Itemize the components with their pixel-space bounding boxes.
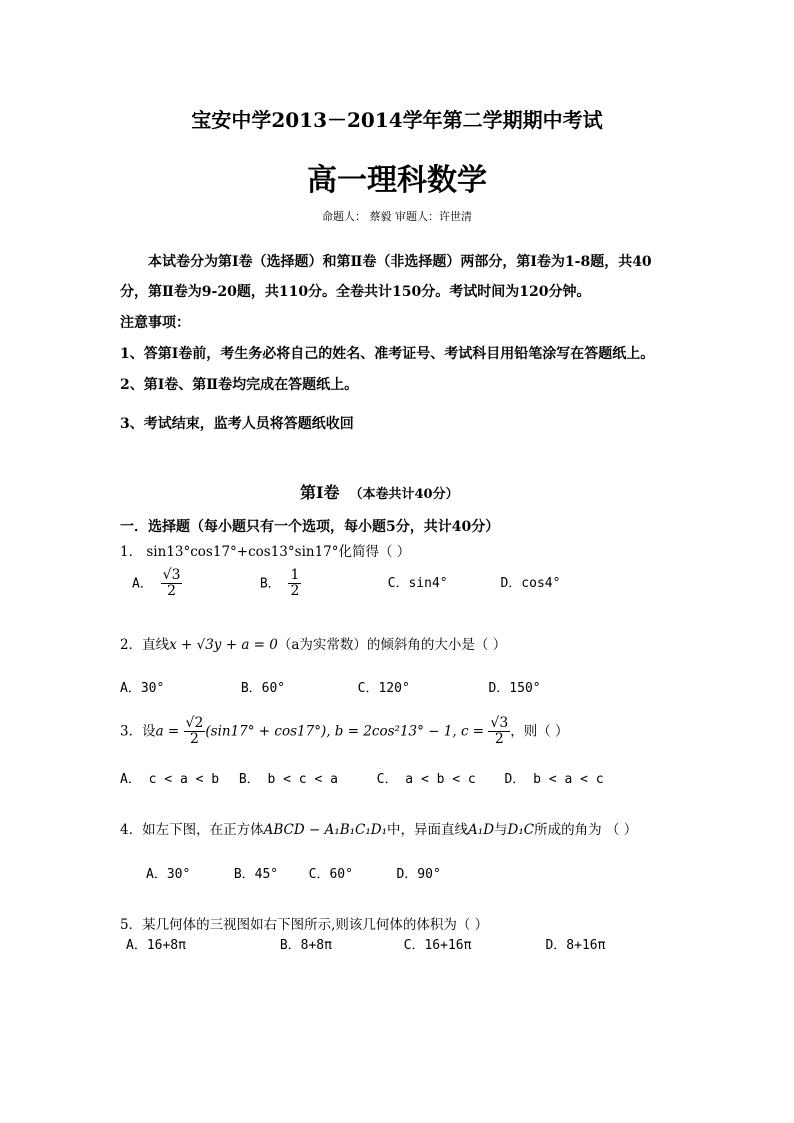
q2-option-b: B．60° <box>240 681 286 696</box>
q3-fraction-1 <box>184 716 206 748</box>
q4-line-2: D₁C <box>507 822 535 838</box>
q1-option-b-label: B． <box>259 576 281 592</box>
subject-title: 高一理科数学 <box>307 163 487 198</box>
q3-option-a: A． c < a < b <box>120 772 220 787</box>
q3-fraction-2 <box>488 716 510 748</box>
q1-b-den: 2 <box>290 583 300 600</box>
note-3: 3、考试结束，监考人员将答题纸收回 <box>120 416 354 432</box>
q3-stem-post: ，则（ ） <box>510 723 569 740</box>
q4-cube: ABCD − A₁B₁C₁D₁ <box>263 822 388 838</box>
q4-option-a: A．30° <box>146 867 191 882</box>
section-heading: 一．选择题（每小题只有一个选项，每小题5分，共计40分） <box>120 519 500 535</box>
q3-expression: (sin17° + cos17°), b = 2cos²13° − 1, c = <box>205 723 485 740</box>
part1-heading <box>300 480 459 503</box>
exam-title: 宝安中学2013－2014学年第二学期期中考试 <box>191 108 603 132</box>
q2-option-c: C．120° <box>357 681 410 696</box>
q4-option-d: D．90° <box>396 867 441 882</box>
q5-option-a: A．16+8π <box>126 938 186 953</box>
q4-stem-and: 与 <box>494 822 508 838</box>
q3-frac2-den: 2 <box>494 731 504 748</box>
authors-line: 命题人： 蔡毅 审题人：许世清 <box>322 210 472 223</box>
q3-option-d: D． b < a < c <box>504 772 604 787</box>
q3-options <box>120 768 604 787</box>
q1-option-d: D．cos4° <box>500 576 561 592</box>
q2-options <box>120 677 541 696</box>
q1-option-a-fraction <box>161 568 183 600</box>
q1-option-c: C．sin4° <box>387 576 448 592</box>
q1-option-a-label: A． <box>132 576 153 592</box>
q3-frac1-den: 2 <box>190 731 199 748</box>
q4-options <box>146 863 441 882</box>
notes-title: 注意事项： <box>120 315 190 331</box>
q2-equation: x + √3y + a = 0 <box>169 637 278 653</box>
note-2: 2、第Ⅰ卷、第Ⅱ卷均完成在答题纸上。 <box>120 377 359 393</box>
q2-option-a: A．30° <box>120 681 165 696</box>
q5-option-c: C．16+16π <box>403 938 472 953</box>
part1-subtitle: （本卷共计40分） <box>349 487 459 502</box>
q3-stem-pre: 3．设 <box>120 723 156 740</box>
q4-stem-mid: 中，异面直线 <box>387 822 469 838</box>
q3-a-eq: a = <box>155 723 180 740</box>
q4-stem <box>120 818 637 838</box>
intro-line-1: 本试卷分为第Ⅰ卷（选择题）和第Ⅱ卷（非选择题）两部分，第Ⅰ卷为1-8题，共40 <box>148 254 652 270</box>
q3-option-b: B． b < c < a <box>238 772 338 787</box>
q5-option-b: B．8+8π <box>279 938 332 953</box>
q3-option-c: C． a < b < c <box>376 772 476 787</box>
q2-stem-post: （a为实常数）的倾斜角的大小是（ ） <box>277 637 507 653</box>
intro-line-2: 分，第Ⅱ卷为9-20题，共110分。全卷共计150分。考试时间为120分钟。 <box>120 284 591 300</box>
q1-option-b-fraction <box>288 568 301 600</box>
q5-option-d: D．8+16π <box>545 938 606 953</box>
q4-option-c: C．60° <box>308 867 353 882</box>
q4-stem-post: 所成的角为 （ ） <box>534 822 638 838</box>
q2-stem <box>120 633 506 653</box>
q1-options <box>132 568 560 600</box>
q3-frac1-num: √2 <box>185 715 204 731</box>
q4-stem-pre: 4．如左下图，在正方体 <box>120 822 264 838</box>
q1-stem: 1． sin13°cos17°+cos13°sin17°化简得（ ） <box>120 544 411 560</box>
q2-stem-pre: 2．直线 <box>120 637 170 653</box>
q4-option-b: B．45° <box>233 867 279 882</box>
note-1: 1、答第Ⅰ卷前，考生务必将自己的姓名、准考证号、考试科目用铅笔涂写在答题纸上。 <box>120 346 655 362</box>
q1-option-a <box>132 568 252 600</box>
q5-stem: 5．某几何体的三视图如右下图所示,则该几何体的体积为（ ） <box>120 917 489 933</box>
q1-option-b <box>260 568 380 600</box>
q1-b-num: 1 <box>290 567 300 583</box>
q5-options <box>126 934 605 953</box>
q1-a-num: √3 <box>162 567 181 583</box>
q1-a-den: 2 <box>167 583 177 600</box>
q4-line-1: A₁D <box>468 822 495 838</box>
q2-option-d: D．150° <box>488 681 541 696</box>
q3-stem <box>120 716 569 748</box>
q3-frac2-num: √3 <box>490 715 509 731</box>
part1-title: 第Ⅰ卷 <box>300 483 340 502</box>
